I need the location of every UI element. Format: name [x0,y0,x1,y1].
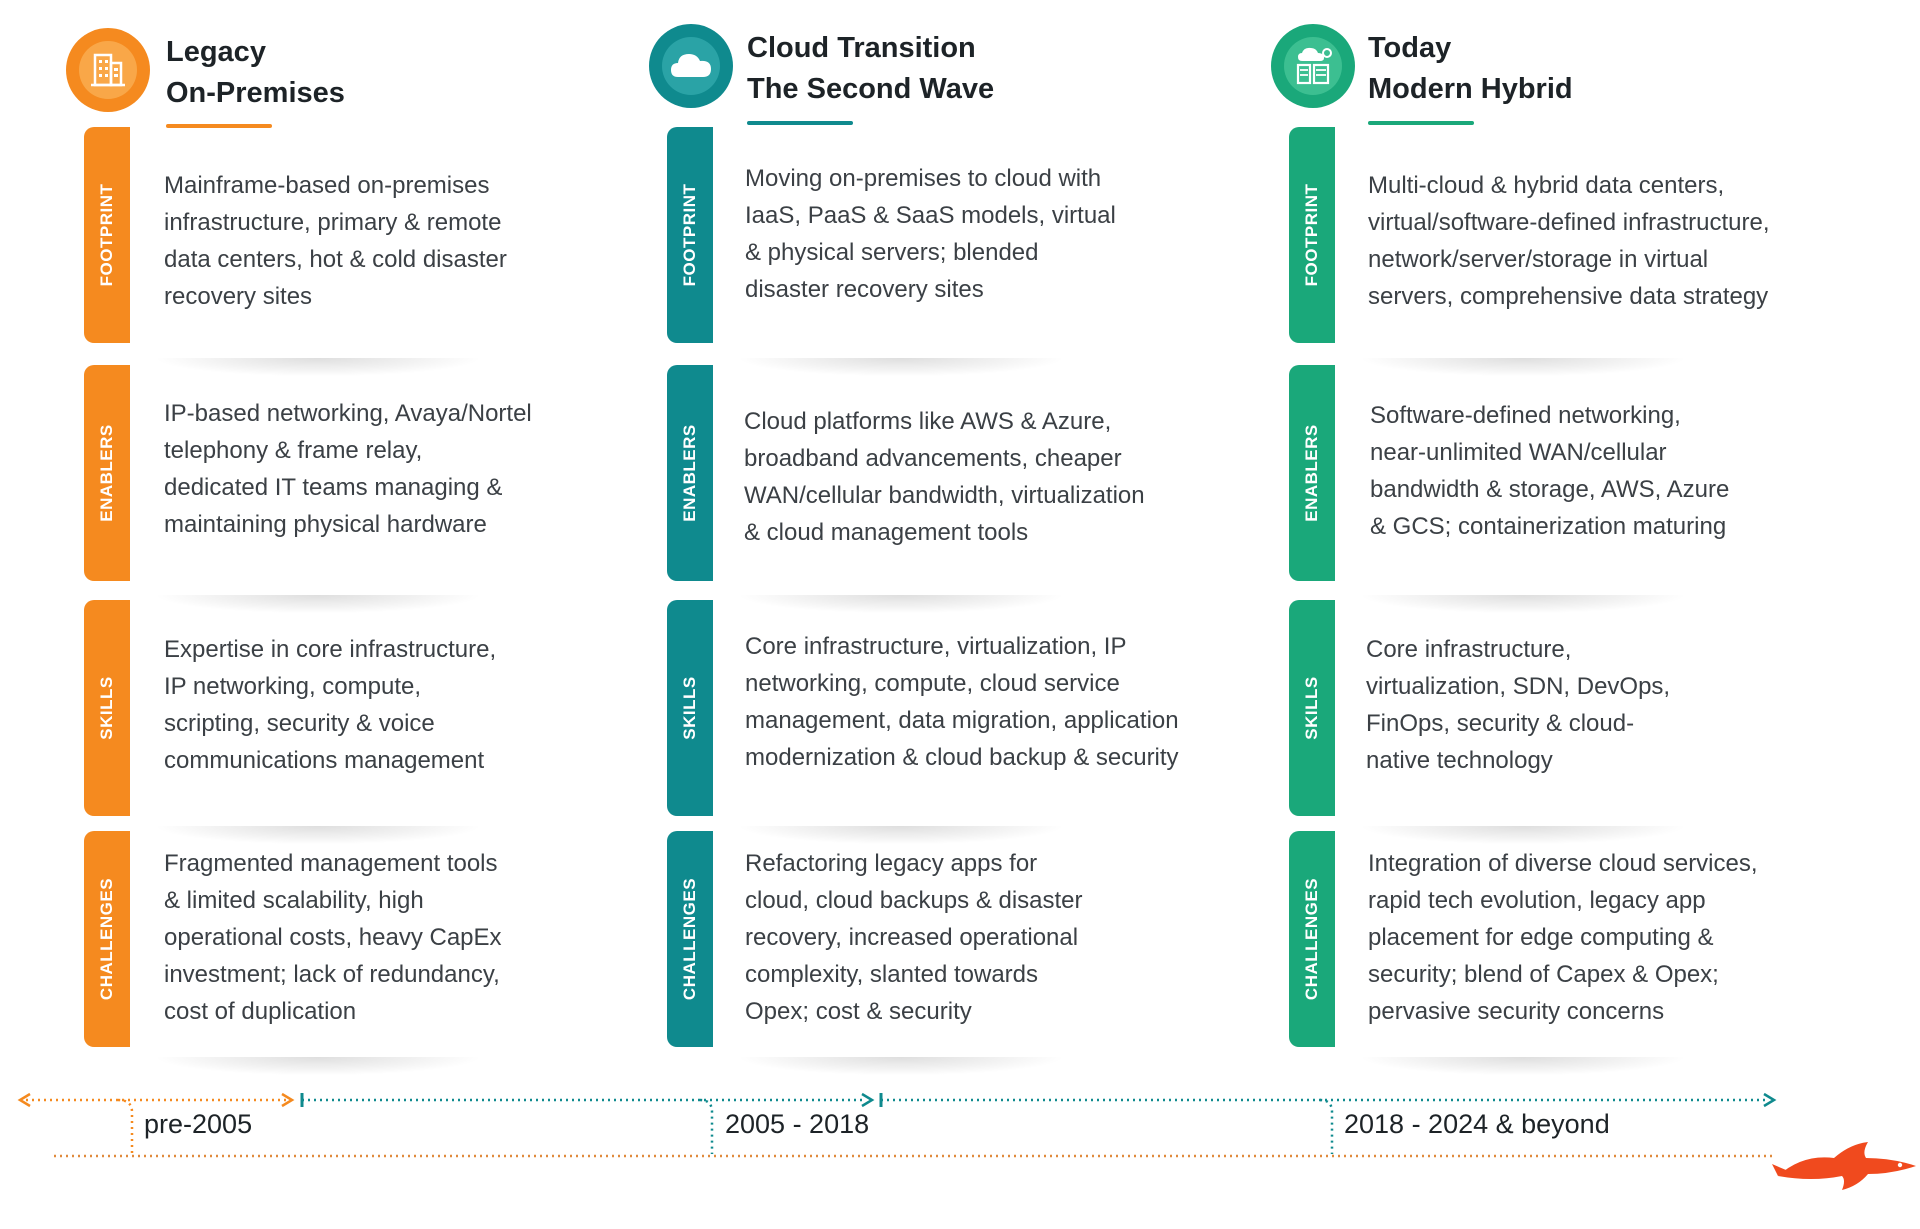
title-line-1: Cloud Transition [747,32,976,64]
text-line: security; blend of Capex & Opex; [1368,961,1719,988]
text-line: dedicated IT teams managing & [164,474,503,501]
row-divider [741,1057,1061,1075]
text-line: bandwidth & storage, AWS, Azure [1370,476,1730,503]
footprint-text [1368,167,1868,315]
tab-challenges [667,831,713,1047]
row-divider [1363,1057,1683,1075]
text-line: investment; lack of redundancy, [164,961,500,988]
footprint-text [745,160,1235,308]
tab-label: FOOTPRINT [1302,183,1321,287]
text-line: cloud, cloud backups & disaster [745,887,1083,914]
tab-label: ENABLERS [1302,424,1321,522]
row-divider [1363,358,1683,376]
text-line: broadband advancements, cheaper [744,445,1122,472]
column-title [747,28,994,110]
tab-label: SKILLS [680,676,699,740]
enablers-text [1370,397,1850,545]
text-line: virtualization, SDN, DevOps, [1366,673,1671,700]
title-line-2: The Second Wave [747,73,995,105]
text-line: modernization & cloud backup & security [745,744,1179,771]
tab-label: CHALLENGES [1302,877,1321,1001]
row-divider [158,595,478,613]
column-cloud-transition [645,0,1235,1229]
text-line: networking, compute, cloud service [745,670,1120,697]
column-header [645,26,1235,136]
text-line: & cloud management tools [744,519,1029,546]
text-line: native technology [1366,747,1553,774]
challenges-text [745,845,1235,1030]
title-underline [747,121,853,125]
column-legacy [62,0,652,1229]
tab-enablers [1289,365,1335,581]
timeline-label-pre-2005: pre-2005 [144,1109,253,1139]
text-line: Integration of diverse cloud services, [1368,850,1758,877]
title-underline [1368,121,1474,125]
text-line: near-unlimited WAN/cellular [1370,439,1667,466]
tab-challenges [1289,831,1335,1047]
enablers-text [744,403,1234,551]
text-line: scripting, security & voice [164,710,435,737]
text-line: telephony & frame relay, [164,437,423,464]
text-line: virtual/software-defined infrastructure, [1368,209,1770,236]
challenges-text [164,845,644,1030]
text-line: Cloud platforms like AWS & Azure, [744,408,1112,435]
text-line: & limited scalability, high [164,887,424,914]
skills-text [164,631,644,779]
tab-footprint [84,127,130,343]
text-line: Refactoring legacy apps for [745,850,1038,877]
tab-label: SKILLS [97,676,116,740]
text-line: Core infrastructure, [1366,636,1572,663]
row-divider [741,826,1061,844]
cloud-glyph [662,37,720,95]
row-divider [158,358,478,376]
tab-enablers [84,365,130,581]
tab-skills [84,600,130,816]
hybrid-infrastructure-icon [1271,24,1355,108]
text-line: operational costs, heavy CapEx [164,924,502,951]
text-line: cost of duplication [164,998,357,1025]
row-divider [158,1057,478,1075]
title-underline [166,124,272,128]
text-line: rapid tech evolution, legacy app [1368,887,1706,914]
text-line: network/server/storage in virtual [1368,246,1709,273]
footprint-text [164,167,644,315]
timeline-label-2018-beyond: 2018 - 2024 & beyond [1344,1109,1610,1139]
column-title [166,32,345,114]
row-divider [1363,595,1683,613]
text-line: infrastructure, primary & remote [164,209,502,236]
text-line: WAN/cellular bandwidth, virtualization [744,482,1145,509]
tab-skills [667,600,713,816]
fish-logo [1772,1124,1920,1194]
text-line: Opex; cost & security [745,998,972,1025]
text-line: & GCS; containerization maturing [1370,513,1727,540]
text-line: recovery, increased operational [745,924,1079,951]
tab-label: CHALLENGES [97,877,116,1001]
skills-text [1366,631,1846,779]
title-line-1: Legacy [166,36,266,68]
title-line-2: Modern Hybrid [1368,73,1573,105]
title-line-1: Today [1368,32,1452,64]
text-line: placement for edge computing & [1368,924,1714,951]
text-line: disaster recovery sites [745,276,984,303]
text-line: Multi-cloud & hybrid data centers, [1368,172,1725,199]
text-line: Fragmented management tools [164,850,498,877]
text-line: communications management [164,747,485,774]
timeline-lines [0,1080,1920,1229]
timeline [0,1080,1920,1229]
title-line-2: On-Premises [166,77,345,109]
enablers-text [164,395,644,543]
hybrid-glyph [1284,37,1342,95]
tab-enablers [667,365,713,581]
column-header [62,26,652,136]
tab-label: CHALLENGES [680,877,699,1001]
tab-skills [1289,600,1335,816]
text-line: & physical servers; blended [745,239,1039,266]
tab-label: FOOTPRINT [97,183,116,287]
text-line: pervasive security concerns [1368,998,1665,1025]
tab-challenges [84,831,130,1047]
row-divider [1363,826,1683,844]
text-line: data centers, hot & cold disaster [164,246,507,273]
text-line: IaaS, PaaS & SaaS models, virtual [745,202,1116,229]
text-line: Software-defined networking, [1370,402,1681,429]
challenges-text [1368,845,1868,1030]
row-divider [741,358,1061,376]
text-line: recovery sites [164,283,313,310]
text-line: IP networking, compute, [164,673,422,700]
skills-text [745,628,1235,776]
tab-label: ENABLERS [680,424,699,522]
column-title [1368,28,1573,110]
text-line: IP-based networking, Avaya/Nortel [164,400,532,427]
text-line: management, data migration, application [745,707,1179,734]
row-divider [741,595,1061,613]
column-header [1267,26,1857,136]
text-line: servers, comprehensive data strategy [1368,283,1769,310]
text-line: complexity, slanted towards [745,961,1039,988]
text-line: Core infrastructure, virtualization, IP [745,633,1127,660]
tab-label: ENABLERS [97,424,116,522]
text-line: Moving on-premises to cloud with [745,165,1102,192]
text-line: Expertise in core infrastructure, [164,636,497,663]
tab-label: FOOTPRINT [680,183,699,287]
text-line: Mainframe-based on-premises [164,172,490,199]
building-icon [66,28,150,112]
text-line: FinOps, security & cloud- [1366,710,1635,737]
tab-label: SKILLS [1302,676,1321,740]
tab-footprint [667,127,713,343]
text-line: maintaining physical hardware [164,511,487,538]
building-glyph [79,41,137,99]
column-modern-hybrid [1267,0,1857,1229]
cloud-icon [649,24,733,108]
timeline-label-2005-2018: 2005 - 2018 [725,1109,870,1139]
tab-footprint [1289,127,1335,343]
row-divider [158,826,478,844]
